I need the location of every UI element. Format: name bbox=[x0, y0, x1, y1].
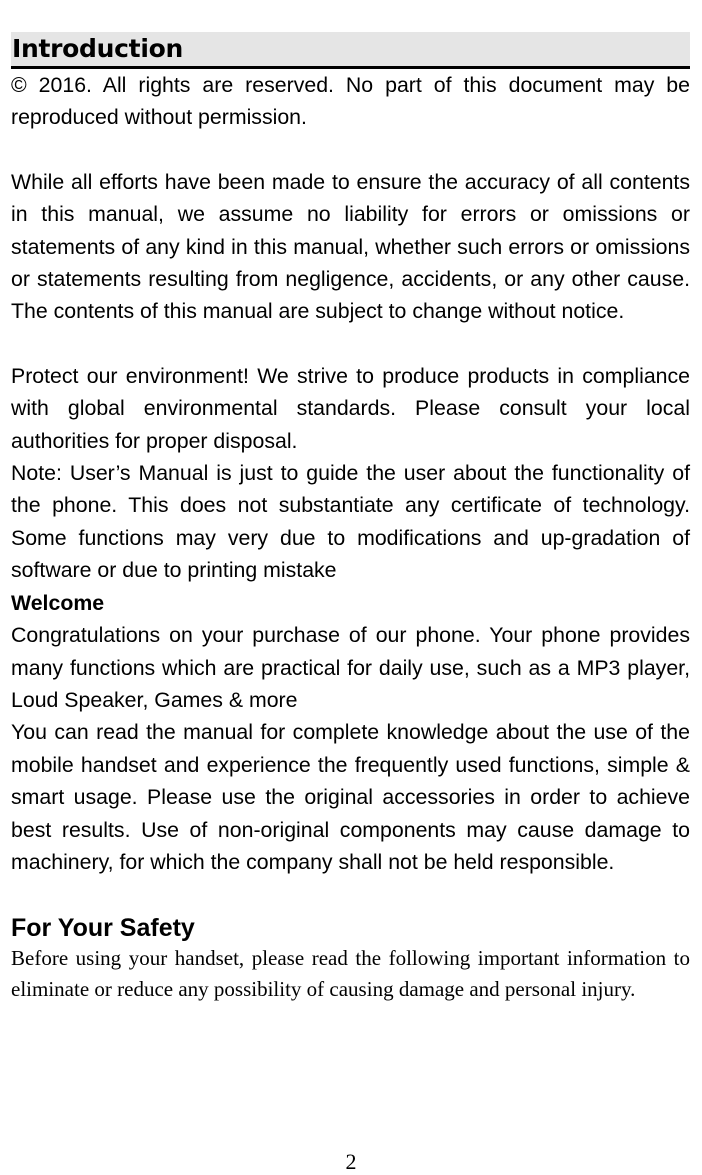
environment-paragraph: Protect our environment! We strive to produce products in compliance with global environmental standards. Please consult your local authorities for proper disposal. bbox=[11, 363, 690, 453]
safety-paragraph: Before using your handset, please read the following important information to eliminate or reduce any possibility of causing damage and personal injury. bbox=[11, 946, 690, 1002]
welcome-paragraph-1: Congratulations on your purchase of our phone. Your phone provides many functions which are practical for daily use, such as a MP3 player, Loud Speaker, Games & more bbox=[11, 623, 690, 712]
disclaimer-paragraph: While all efforts have been made to ensure the accuracy of all contents in this manual, we assume no liability for errors or omissions or statements of any kind in this manual, whether such errors or omissions or statements resulting from negligence, accidents, or any other cause. The contents of this manual are subject to change without notice. bbox=[11, 169, 690, 324]
introduction-heading: Introduction bbox=[11, 32, 690, 69]
copyright-paragraph: © 2016. All rights are reserved. No part of this document may be reproduced without permission. bbox=[11, 73, 690, 130]
paragraph-gap bbox=[11, 134, 690, 166]
paragraph-gap bbox=[11, 328, 690, 360]
welcome-paragraph-2: You can read the manual for complete knowledge about the use of the mobile handset and experience the frequently used functions, simple & smart usage. Please use the original accessories in order to achieve best results. Use of non-original components may cause damage to machinery, for which the company shall not be held responsible. bbox=[11, 720, 690, 874]
paragraph-gap bbox=[11, 878, 690, 910]
manual-page bbox=[11, 32, 690, 1005]
page-number: 2 bbox=[345, 1149, 357, 1174]
note-paragraph: Note: User’s Manual is just to guide the user about the functionality of the phone. This does not substantiate any certificate of technology. Some functions may very due to modifications and up-gradation of software or due to printing mistake bbox=[11, 461, 690, 583]
safety-heading: For Your Safety bbox=[11, 914, 195, 943]
welcome-heading: Welcome bbox=[11, 590, 105, 615]
